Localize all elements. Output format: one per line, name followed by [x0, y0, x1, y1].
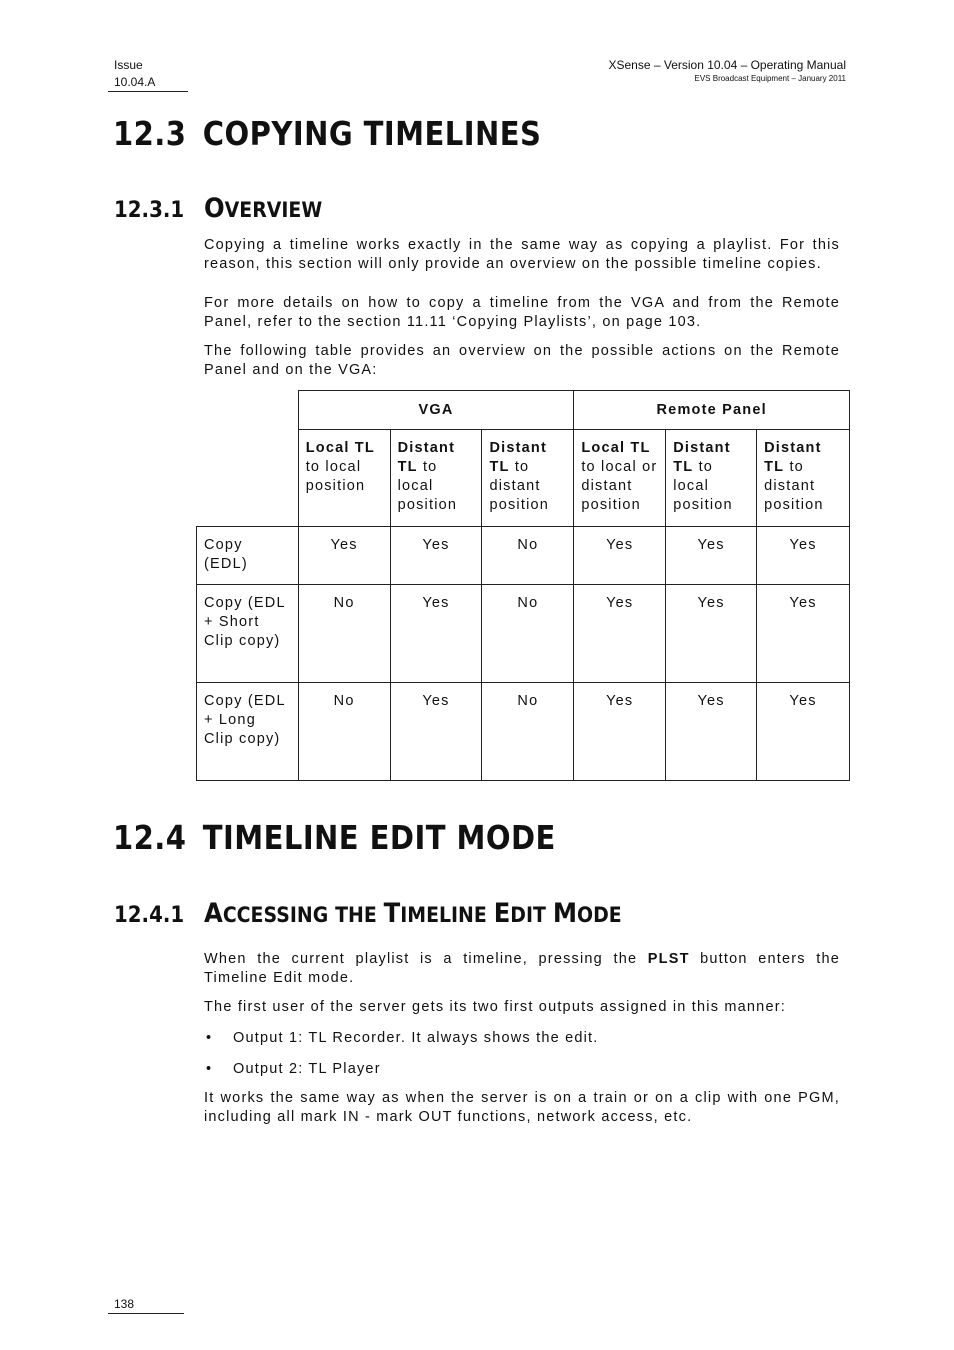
section-number: 12.3 [113, 114, 187, 153]
title-rest: CCESSING [222, 903, 329, 927]
column-header [666, 430, 757, 527]
column-header-rest: to local or distant position [581, 459, 658, 513]
table-cell: No [482, 585, 574, 683]
section-title: COPYING TIMELINES [202, 114, 542, 153]
table-cell: Yes [757, 683, 850, 781]
bullet-icon: • [206, 1030, 213, 1046]
group-header-remote-panel: Remote Panel [574, 391, 850, 430]
column-header-bold: Distant TL [397, 440, 456, 475]
overview-paragraph-2: For more details on how to copy a timeline from the VGA and from the Remote Panel, refer to the section 11.11 ‘Copying Playlists’, on page 103. [204, 295, 840, 330]
column-header [390, 430, 482, 527]
p1-text: button enters the Timeline Edit mode. [204, 951, 840, 986]
row-label: Copy (EDL) [197, 527, 299, 585]
title-rest: ODE [577, 903, 622, 927]
subsection-number: 12.4.1 [114, 903, 185, 928]
header-divider [108, 91, 188, 92]
table-cell: Yes [666, 585, 757, 683]
subsection-heading-12-4-1 [114, 900, 622, 930]
p1-text: When the current playlist is a timeline, pressing the [204, 951, 638, 967]
table-cell: Yes [390, 683, 482, 781]
table-corner [197, 430, 299, 527]
subsection-number: 12.3.1 [114, 198, 185, 223]
section-title: TIMELINE EDIT MODE [202, 818, 556, 857]
table-cell: Yes [298, 527, 390, 585]
table-cell: Yes [390, 527, 482, 585]
subsection-title-rest: VERVIEW [224, 198, 323, 222]
table-cell: No [482, 527, 574, 585]
row-label: Copy (EDL + Short Clip copy) [197, 585, 299, 683]
table-row [197, 527, 850, 585]
table-cell: No [298, 585, 390, 683]
table-cell: Yes [666, 527, 757, 585]
column-header-rest: to distant position [489, 459, 550, 513]
bullet-item: Output 1: TL Recorder. It always shows the edit. [233, 1030, 599, 1046]
section-number: 12.4 [113, 818, 187, 857]
column-header [298, 430, 390, 527]
edit-mode-paragraph-3: It works the same way as when the server is on a train or on a clip with one PGM, including all mark IN - mark OUT functions, network access, etc. [204, 1090, 840, 1125]
subsection-heading-12-3-1 [114, 195, 322, 225]
manual-title: XSense – Version 10.04 – Operating Manual [608, 58, 846, 72]
table-cell: Yes [757, 585, 850, 683]
page-number: 138 [114, 1297, 135, 1311]
table-cell: Yes [574, 585, 666, 683]
footer-divider [108, 1313, 184, 1314]
column-header-bold: Distant TL [489, 440, 547, 475]
table-cell: Yes [574, 527, 666, 585]
section-heading-12-3 [113, 114, 541, 154]
title-initial: M [552, 898, 578, 929]
copy-actions-table [196, 390, 850, 781]
title-initial: A [204, 898, 223, 929]
table-row [197, 585, 850, 683]
table-corner [197, 391, 299, 430]
column-header-rest: to distant position [764, 459, 824, 513]
group-header-vga: VGA [298, 391, 574, 430]
issue-number: 10.04.A [114, 75, 156, 89]
table-row [197, 683, 850, 781]
publisher-date: EVS Broadcast Equipment – January 2011 [694, 74, 846, 83]
table-cell: Yes [666, 683, 757, 781]
title-rest: IMELINE [400, 903, 487, 927]
overview-paragraph-1: Copying a timeline works exactly in the same way as copying a playlist. For this reason, this section will only provide an overview on the possible timeline copies. [204, 237, 840, 272]
column-header-bold: Local TL [581, 440, 651, 456]
column-header [574, 430, 666, 527]
row-label: Copy (EDL + Long Clip copy) [197, 683, 299, 781]
table-cell: No [298, 683, 390, 781]
table-cell: No [482, 683, 574, 781]
table-cell: Yes [757, 527, 850, 585]
column-header-rest: to local position [397, 459, 458, 513]
column-header-bold: Local TL [305, 440, 375, 456]
overview-paragraph-3: The following table provides an overview on the possible actions on the Remote Panel and on the VGA: [204, 343, 840, 378]
edit-mode-paragraph-1 [204, 950, 840, 988]
title-word: THE [335, 903, 377, 927]
bullet-icon: • [206, 1061, 213, 1077]
column-header-bold: Distant TL [764, 440, 822, 475]
table-cell: Yes [574, 683, 666, 781]
subsection-title-initial: O [204, 193, 225, 224]
title-initial: T [383, 898, 401, 929]
column-header [757, 430, 850, 527]
section-heading-12-4 [113, 818, 556, 858]
issue-label: Issue [114, 58, 143, 72]
title-initial: E [493, 898, 511, 929]
column-header-rest: to local position [305, 459, 366, 494]
column-header-bold: Distant TL [673, 440, 731, 475]
plst-button-name: PLST [647, 951, 690, 967]
bullet-item: Output 2: TL Player [233, 1061, 381, 1077]
title-rest: DIT [510, 903, 546, 927]
column-header [482, 430, 574, 527]
edit-mode-paragraph-2: The first user of the server gets its two first outputs assigned in this manner: [204, 999, 786, 1015]
column-header-rest: to local position [673, 459, 733, 513]
table-cell: Yes [390, 585, 482, 683]
